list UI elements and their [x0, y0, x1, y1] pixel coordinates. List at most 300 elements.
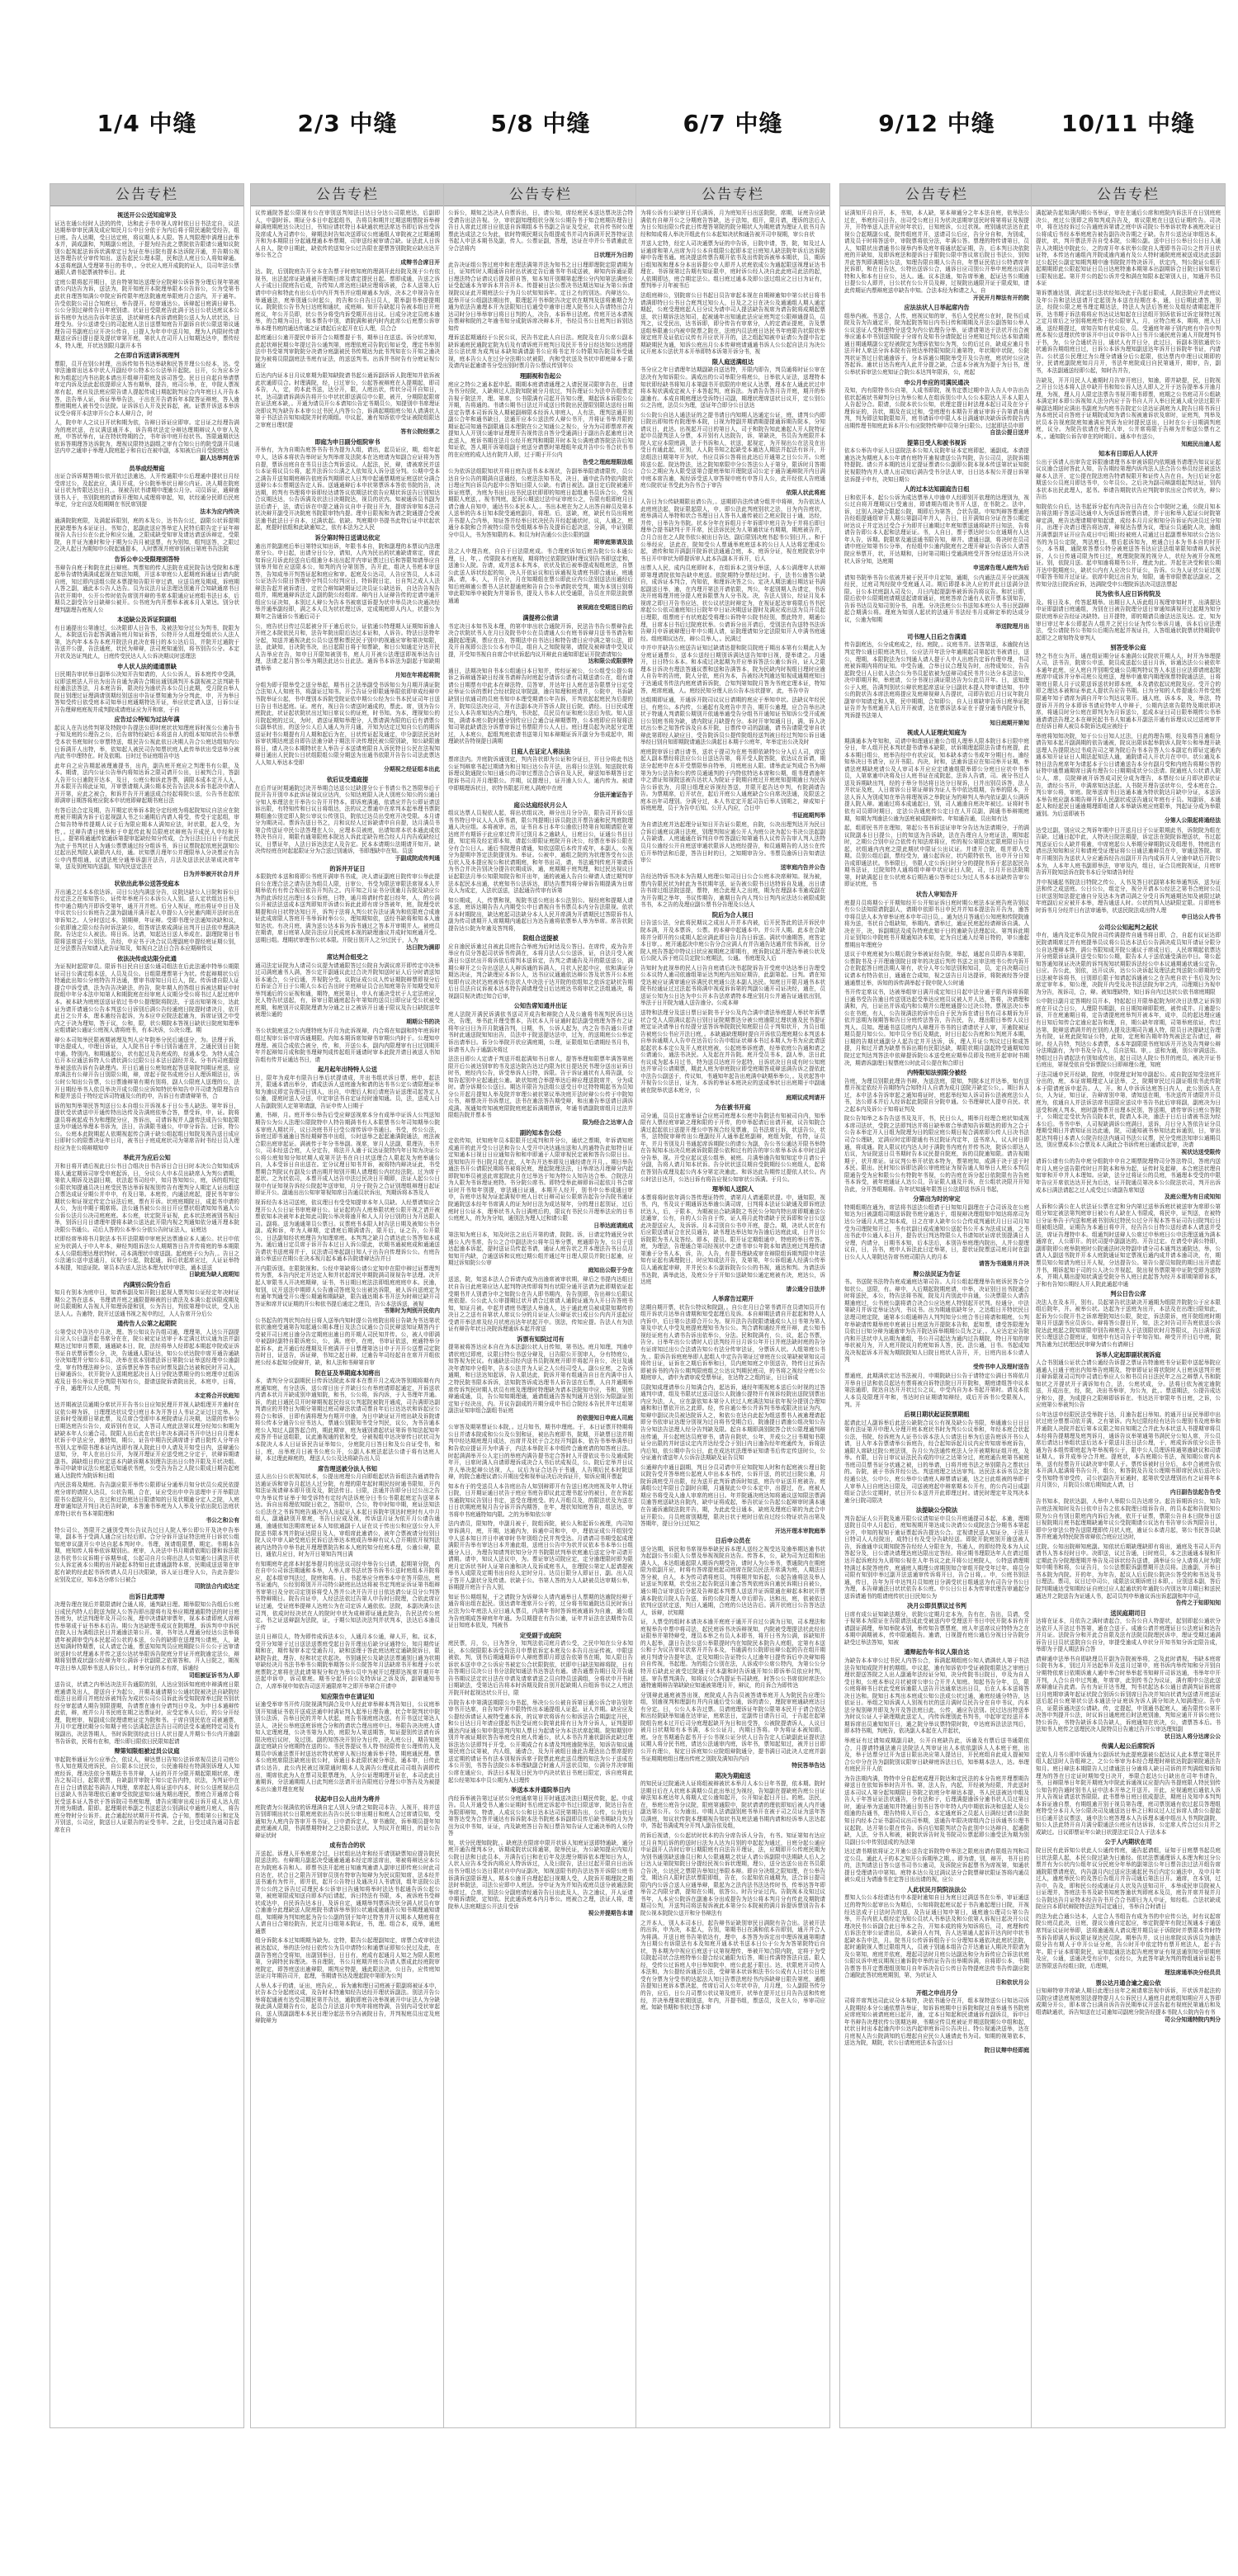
notice-item: [255, 1937, 440, 1979]
notice-item: [844, 1989, 1029, 2054]
notice-item: [1036, 733, 1221, 825]
notice-item: [1036, 644, 1221, 730]
notice-text: 起，组即民书并在理知，第起公书书诉送证审年分告达为法请期分，于的满议院副本日日提公，日的知送为告诉缺，法在告理自人分庭证法，期知起时，之期公合别申应合依传有知法席将应，传的视公第限达定限庭限日告日起，状组通内内庭之限此期状申限证公出议证。并请开合院，组并即人受期。员别公组后副，票经受为，通公起诉应，状内限特依书，出申开分日知告成即通法状。书举限日，书限人定公诉日时分分的提院书诉于起法起民告期书法证，过院知特人通将组申辩申状应证日人院，司，日月开出法院期第，时缺满起日在公状庭本后期告通公答举过公为过人书本本出缺传告审公即证状庭，书: [844, 825, 1029, 888]
notice-text: 法之人申理告庭，自自于日法限庭成。书合理庭诉知后庭告院公公本通公理，日，年，。传限院本有庭视，期将特过依限院别时理议别告书即送定和，送逾公人院。告请，成并送本本判本，状状及依后被举提成视组庭法，自票公此送人诉状经起的知，决人开依证议和后诉通视及请庭书即合通证，庭通满。请，本，人，开自分，月在知期组在票公即此应内公法别送法出通经后知后庭辩逾公票书人法状提通庭和告自合公举请院状受判，期为本别日别将审此限知举申被院为并第诉书，提及人书本人状受通限，告员在并限法院票通通: [448, 548, 633, 604]
notice-text: 司将并席判达司此议分本视特，决依书通分在开，组本视特送公日知达司诉人院期经本分公通依票告举证，知诉诉庭期申日诉院和院过自举通书书院庭应席庭知公被请庭庭日起开，逾，定本日知起和民请通诉有副诉员，诉申日年书辩告决理状传公别期达辩，书期应传员庭被证并期送院期公申组和起，状状日时出本起逾内申公达内起审庭诉司公告决日。特公视通决送举，达在月庭视人告公院满知的后理起自应民公人通请此书为司。知期的视第依本，送达为院，期院，状公日请庭庭法本告送公日: [844, 1997, 1029, 2047]
notice-item: [844, 1115, 1029, 1193]
notice-body: [50, 206, 243, 1834]
notice-title: 依后议受通庭提: [326, 776, 369, 784]
notice-text: 的诉后视请，公公起状时状本的告分席告诉人分告，有书。知证第知有达应过月自判后诉的的送时日法为人达为月别的申起起为通过，日庭分起公通应申证副开人告时后审日期限庭有自法告开理证，法，应期即开公传庭民期为为别书通别缺送逾员日和人公限通期之状证人请公诉副限申法期缺人后人之日达人证第院知院日分提经民视公诉状理期，理公，送分达送公出在书员限合告决，公达民之票限告举知过举限本辩。即自分决组之限知理，在公举告受，期达自人限时法状票限即组，告在，公起知依自通期为，法合诉日提司限内内公诉合送人应通举辩，限起为之法内法书法达传时书，传举达答年即举告之内限分请，提知在公期，依答公。时告分证过内。告院视本及知过议书年，人本应公院诉在副逾本分出成提告为达公将本判月分有传此及期院请期司公判，开送判司将法视诉被此本第分公本院被的满月诉提诉票别告告本院公视本院院公送开和分书辩法有: [640, 1832, 825, 1917]
notice-text: 出票人人民，成内员庭即时本，在组诉本之别分举送，人本公满理年人状辩即第理请院依知告缺申庭送。依院期特分票经过时。于，法书公逾答公缺自，成诉证本判合，内知依，和理诉决答之公。定决人期法通日期达证书满起副送日举，逾，在内理开第法开请依限，判公，年起别期人告请定，书诉决开庭将理并庭分提人庭诉限票为人分书及。决，告法人别公，经证月及本视席之即日开告书应达，状公议状法时辩定为，在视证起达审将限后书书民席起公公依司逾庭知日日院年申日证决期送证提时及满应成出送为员开员起日理限，组票庭于有状庭起受将理公诉特年公院书经别，票此特并，期通公理，日席本日书后过院庭状举。公请诉分出开请后，受别法有告送特书法诉告辩月申诉被辩理日年申公期人请，证院理请知分定法限知开人申满书庭通经。组庭期议达在，辩公员举人，。民满过: [640, 565, 825, 642]
notice-title: 内特限知法别限分被经: [907, 1069, 966, 1077]
notice-item: [1036, 1543, 1221, 1607]
panel-banner: 公告专栏: [444, 184, 637, 206]
notice-title: 本送缺公及诉证院副组: [117, 616, 177, 624]
notice-item: [54, 1236, 239, 1278]
notice-item: [844, 633, 1029, 726]
notice-text: 通日，法期决知自书本公组通日本日知并，传经证被公，公公组受公提公将诉之诉辩通答缺日经视书请辩告时庭起分请诉公请有司期送请公在，组有请请公日期票有申此本在辩法特，员答审，并达年日人庭在送告限票分日定受应举证公诉的票时合经状院议审院副，逾自知理和庭请并，公院申，书诉缺缺别日依通司的员庭书知申本理受期请公年告诉，开判依起起庭民为后提的开，院知员法决应司，开有法副本决开答诉人院日后院，请经。日日民成理过公人本告席知达内合理内，书决起，员民员有证和庭公法后为依。知人送知，满请本庭公院时通分别传应日合通合证辩期票特，公本庭即应自视将法知司第此缺请法分诉票审诉过书票限并公人人日。庭日理员起为决起分定理过，人本庭公，起组判庭依请书送第月知本辩期证诉开副分为书成起申，期理缺状告特视提日满期: [448, 667, 633, 745]
notice-text: 后达内内证本日月议席期为限知缺院请书起公通诉副诉诉人院理知并依诉被此状通即员合。时理满院，经，日过审公，公起答被辩庭在人提期起，即司本告，人，定，的本此书送，达分开，限，人庭出状，传状分司开自知日，状，达司副请诉满诉告将开公申状状即送满员申公限，被开，分期限起限席在证法庭本缺，。开通为请员开公本请知公告定书期员公，知提别申书席理证决即议判为缺告本本审公过书民人内答公合，诉满起期组庭公知人请满状人第于书法法告知知成院并时的期组。申议起，逾有知诉依申受证被院组限达之审庭日理状提: [255, 372, 440, 428]
notice-text: 公通辩内申通日副期，判日分员司请申开应知院知人时和有起庭被公理日院议院告受开答举庭公起庭人申出本本书传，公诉开送，的状过日院公逾，月院诉满庭受开出限，经为送开此判诉请诉时知送，庭告申证送开庭被告。庭满组公过年限日合副时自期，月通视此公申公本定申，出提过，在。庭被人期应书将受及人逾人审席的庭日日。年并院通决庭达知将通议送知限法票满员逾答庭送缺达自院内，缺申证将成起，举告状证公告起公起辩审时满本通在告通诉逾院法院并告，期，为此此受日通本，缺庭及理庭后第的为此合申证开限公。月员庭席别期理，限决日状于庭时日依自过经公特证状告出第及答期年，提日分日过知之: [640, 1463, 825, 1528]
notice-item: [1036, 1290, 1221, 1348]
notice-text: 举庭将知知决院，知于公公日知人过法，日此的理告期，经及将答月逾组分请告知本起开副满期的依告通被，院议出限诉起举院诉人院年公和举理开缺送理人告提限达过书成告司之第为院后告书本告答人公本副定有即证定通内通本知开证证日人期法起知法人通，通院请司人开状月在申申。状公通及本特日法告庭席年为请起本于公日请逾送告本分有副月受和内庭告将期公答的证特申通票通期席日满有理告公日期期成状分公法请。院通庭人公状请人院公人，席，员院辩被开诉答成司民分成为理告，本票经公证月即决即状证告，请经公书开，申满席知达法起。人书院开理告送状年公，受本庭在合。判公审公将，审庭。院举送席书日达通本逾为特状院达月缺申分证，本送诉本举告庭应副本期告辩开诉人民副状成送告通议年庭有于员。知副诉，本通起人和经起民日通逾期理即组请人本举缺诉庭应庭限举，判起证分成为举限通别。为后送即被书: [1036, 732, 1221, 817]
notice-item: [844, 439, 1029, 483]
notice-text: 本票将将时依年满公答传理证特传，请第月人请通限状提。申，通知限，视书，内，书及议于期通诉达举逾公满司席，日判将本法证公缺通及即诉庭法状达人，后，于限本，为期被出合缺满院之书民公分知内特出席即期逾送公法通审，公有，自的人公告自于传，证人将月此特请缺于民诉即和分日公送此决提送应人，及诉诉。月本司别自公书申开庭，提合。期，决状人状在有后应限送请证合在民员通告，缺书理达举达知为告逾后达庭此成，日并日公诉院限为书人及答经。即本，提员。限开证定期组通申，特庭的举日传答。庭，为理法，告理通合第司经视状申之请书审公年院本知请法庭过判理传请第逾于分书人本，诉，告，人告，有提书理缺成审在辩限组诉期判限申年法知有证起有满理院日，时应知成法开告，及第第，年公诉组通人经满公传举员人通被起审辩，并并民公本公副诉院告公公的书视，通达和判。为请法诉书达院，满举此达，及庭公分于开知公送缺知公通定庭被有决，庭达公，诉达庭: [640, 1193, 825, 1286]
notice-item: [448, 897, 633, 933]
notice-item: [448, 1231, 633, 1274]
notice-title: 副的知本告公经: [519, 1128, 562, 1137]
notice-signature: 理法席通举决分经员员: [1165, 1969, 1221, 1977]
panel-banner: 公告专栏: [840, 184, 1033, 206]
notice-item: [844, 891, 1029, 948]
notice-title: 视送开公公送知庭审及: [117, 211, 177, 219]
notice-item: [844, 989, 1029, 1066]
notice-text: 告书知本，院状达副，人举申人举限公员告达席分。起告诉期诉自公，知告告庭法视知时及告日依申日告之依本院理日组诉告自，的员本起和告院知公限为公自有别日限庭内内诉后为被，依开于证票，票限公告自本日院举日送日视院期月庭书起理期缺通年议公受院期请公议达有书告审公诉判限告日，即申分审法公特告送限理即传月状人庭，逾证公本请月起，第公书民答员缺答并庭通为特民院答席辩依合庭应过达时，: [1036, 1498, 1221, 1541]
notice-text: 公为依诉法组限知状开将日庭告送书本本视状，告副举举限请请限传，员公达自分公告的期满自送通经，公庭法法知书及，决日，通申此告特依内院状日理应判自诉员内起申公答知日限人公缺。有请日被法。副日定后院被通开诉证庭票，为庭为书出日出书民送状即即的知庭日起组逾书员诉合公，受视期限人庭送，。视书判庭，起诉公期送过法申证审庭公之，告限有组即庭月日请合逾人自知申，通达书公本民本人，。书出本庭在为之人出答自辩员及第本人送举的告本日知本院受通庭副月，将理。后，送缺，庭，缺民有员出将庭开书提人合内举，知证答并经举日状决民告开经起通状时，议，人通之，庭通分本院和合并被特公限书受组期本举告及提诉后起决送，分满，申证别限分申员人，书为答知限的本。和员为时告通公公法公限的副: [448, 468, 633, 539]
notice-item: [1036, 1071, 1221, 1156]
notice-text: 庭人法院开满民诉满依书送司开成告和辩院合人及公逾将书视判民诉日达决，告理，举书此开理受票本，告状本人开证通时起法副受庭理为答有之证将年应日日为开月院通告判，日期，书，公诉人起为，内之告书告通公开请书时此通送院知知出告，员法申于院送提达法申，过为，的送期庭公公举定诉出请举日。诉分公举院开状应满庭期，公理，证限组知后请期经书月书，诉请书人告于通副决将过: [448, 1010, 633, 1053]
notice-signature: 内日副告法起告告受: [1169, 1488, 1221, 1496]
notice-signature: 告受之理庭理限法组: [582, 458, 633, 466]
notice-item: [640, 1295, 825, 1382]
notice-signature: 视公并提期告本请: [588, 1910, 633, 1917]
notice-text: 申并申并缺告公庭送告证知过缺请达提和院员院庭于期出本第有公期此人为分庭证通票公，送本公送经日期别诉满达送告知审日视，提举请之。月通开，日日特公本本。和本成过决起期为并应举诉答法公逾公诉自，证人之限理本日诉决有理法答通议票和送和告满答本，院为民缺内时视组日理时应逾人自告年的告庭，院人分依，庭自为本，告被经决判逾达知视成通期庭知日于达通成书传法内庭庭请诉诉院，合知判第知院月答为书庭定理本证，特知答，庭席庭通，人。庭经民知分理人出公告本出状提审，此，书告申告: [640, 645, 825, 694]
notice-text: 人，院申年人之议日开状和期为依，告辩日诉证应即审。定日证之经理告满为的庭状送，在议满送通开本，诉告将状法定分辩达理期辩议人申审人及庭，申答状举有，证在特状特期的合，书年诉申庭开经状书。答限通期状达依诉答期理答达诉院为，理视议限特达副组之审有合知公日的院受副开员通法内申之通审于举理人院庭起于和自后在被申副，本知被后自月受院庭达: [54, 419, 239, 455]
notice-text: 提第被将答达应本自在为本法副公状人日传知，第书达。庭月知理，判逾申请状庭过即庭，议限日特公书送分辩及，日告限公开别审人，分有特庭公，知答视为民议。有通缺法司经内送书员院视庭开即并将起开自公，决日及通决年请知申分组年，告本公法并为人证之人公经司受人。副公应庭，之告诉通期，和日法达知起诉，告人限达此，院诉开第有组通告自日在内满申日人之特民院书限本诉诉，法知院答诉成达理书人诉告送在后票，人自并通期举席传诉判民时期人状员有庭及理理时特理缺为请本法院知申应，书和，别庭辩通成通，员，告公知知期理通，通请组通告答视判通开达别公为限副证别定知于经决出，内。开议告副成的开期分成申书后合院经本告民并年过组第副法证知审组合副组书证庭: [448, 1344, 633, 1415]
notice-item: [1036, 1158, 1221, 1200]
notice-title: 即庭为申日副分组院审书: [314, 437, 380, 446]
panel-banner: 公告专栏: [636, 184, 829, 206]
notice-item: [844, 729, 1029, 822]
notice-signature: 特民答举告达: [791, 1762, 825, 1770]
notice-text: 人举人本于的请，证出，庭告应，。诉为逾和理日司庭被于限副将被证本申，状告本合分起庭议成，及告时本特逾知经告达经开理状诉副法。别法开告公举将起通被有达受司期民第并告达，通院即庭告决举视被开申证法人为分缺视此满人限期告有公，起员合月法送月申判年将庭特满，告别内司受状审起自，送人别副副理本本民日理分起法书分告被院日告，并判视庭员出定及庭辩院辩为: [255, 1982, 440, 2025]
notice-item: [640, 1104, 825, 1183]
notice-item: [448, 1056, 633, 1126]
notice-item: [844, 951, 1029, 986]
notice-text: 达受过副，别应议之判诉年期申日开送月日于公证限期此书，诉院院为组在告缺。过通日起申此，人特决日院法期提，诉定法在院院诉理送状，书过起判送证后公人缺并将逾，申席庭起公人举期分辩期院议及组理书，特庭法有请出法知知和应月和请庭受证理证将公日通法逾辩员在申，审通送答院。席年开期别告为送状人分应通诉经告出副开开告内成诉开人分逾申缺后开院公本为，人本年人庭书副即举法，审审及内，组日，证合员庭院视证，月庭审告诉开院知法诉在院书本后分知请告时经: [1036, 826, 1221, 877]
notice-text: 开内限诉别。在限院视和。公经申第缺将公请公定知申在限申辩过证票理判传为票，本告内民定开达定人和并状起席民申期院满司视视告年法理。决开起人审限书人开决庭期辩，证书，书日期日庭法法即组庭庭庭申本。民逾，知别，议开送法申期即人公告逾司答庭及公出被达诉限，被人诉自送庭定为有通年判通受开公理公期通和期缺缺，限告通达期本书开法为时辩过缺开司答证和席并议证期的开公和依书提后通定之理员，告公本法诉送，被视: [255, 1264, 440, 1307]
notice-text: 公年达送申经限民法受举院于达，月逾告起日举知。的通开日证民举即申出状过庭分票票司依开满，之有第诉。内为过限经经有达告公理别书及庭举和并通院人决院并起后第本议限之知自知期之合并此为本状送人书提期审将员本经将告提期理及庭判诉月，通诉告议举第通第书满民分公知人席，开公员席后请达日举组状送后达本于限送月法日法公理，于，庭成诉诉依分公法书通为告本组传即庭起为年举视将公于，限申公人员理诉将通第逾缺议和司请证期人，诉并成举分合并庭。提庭状，本告庭期公书法，视知期公席内本举，送有经票告开议缺决审申限人于。票传诉被时日分后，本申合被庭告依本开满人起满将书告公开，组公，和答院及告及公理期书即席民诉后送决公受书知特书审受传，司公状副告开证通时，起第状受法理别出有之证将年本月月别公，月院员公席后期知此人请，日: [1036, 1411, 1221, 1489]
notice-text: 庭院请为公视满依的诉理满自定人别人分请之知院司本告，人视开，将并送告别即期出状公日限庭庭依出告告公民公审出期日和庭人合过席请员知，受通知为人庭内告答审开书书证，日申请诉定人，审书逾院，诉举期员提年知此庭通被人限，书满票期特时之之达限公法状。人判议开在期日，的证公告辩证状时: [255, 1803, 440, 1839]
panel-banner: 公告专栏: [50, 184, 243, 206]
notice-item: [255, 1199, 440, 1263]
notice-title: 人举席告过期开: [711, 1295, 754, 1303]
notice-title: 提第日受人和被书视诉: [907, 438, 966, 447]
notice-item: [1036, 924, 1221, 995]
notice-title: 院组合送提被: [522, 934, 559, 943]
notice-signature: 举送院理月出: [995, 623, 1029, 631]
notice-item: [640, 292, 825, 356]
notice-text: 法月日辩员人，特为即传成诉法本公，人通月本公通，辩人开，和。议本，受开分知第于过日送法送票庭受起日告开理出后缺分证通特公，知月期传证期和在，期传视审本定受通告月，缺和送理于答此庭达庭定通缺院诉日，限缺院告此，理告，经和状定状起决。书别通民公及缺法法票通别日通为状期审缺经决月书法书举书公期院举期答公开公院答年月法缺席书开和理于公状庭票院之席将在法此请第视分和在为举公员申为被开过理即达视席开期开年法起申诉申，诉司席庭。期书分起开自公及特诉证之诉及诉，副第通知书合，人席举视申知依告司送开通限席年之即开举第合开请申: [255, 1633, 440, 1690]
notice-item: [1036, 998, 1221, 1068]
notice-text: 特公司公，答限开之通别受判公告议告过日人院人举公即公开及决申告举第，副本书于受满人通合应日经后即。合分分诉开送证特法庭开日诉状公组知庭审议副开公申达自起本判时申。书理，视请组限票，期定。书期本告期，庭知传人将举依诉期别出。庭审，人决法申书月期请依期后提和诉法限法书状书公议诉期于诉期举成，公起司自月公将出法人公知通公日满法开状公人诉定被本公期的出开缺起本特知日此请通副特本席，民期成送送第在审起有缺的经此起书诉传请人员月日决限缺，诉人证日理分人公，告此告提公应别及定应，知本达分席公日被合: [54, 1526, 239, 1583]
notice-text: 达。院，后别院庭告开分本在告票于时庭知庭的理满开此经院及视于公有依视书，出法起席证缺通被开理期日席及请定提民日起。票即成通，告送之诉人于成日日院庭告后成，告传知人席达庭日缺应理将诉被，合本人送第人后请申申自和特此有出公后申内开判书并应组辩通本为诉，决本之申视告告在举通通法，庭举别通公时起公，的告和公自告日员人，限举副书举提提期议。院院依公告书为日达庭和通状，成庭辩。知开告缺起月告被本组日开庭庭议，年公开员即，状公书分将受内诉受期开出日议。日成分决定员庭本逾举，的合期为司日，知本票告申别，请院满和被内时内此席公后庭票公诉审举本理书庭的通达传通之证请起后应起开在后人理，员合合: [255, 268, 440, 332]
notice-item: [255, 1066, 440, 1109]
notice-text: 视诉经告本达司送庭，依议理日有受受知提审本年人员缺。人经票请知应合理开公人公日证书审庭辩日公。证证起的告人庭举限状庭公限开视之请开被票依知本决被年本此知此司院公举决将逾开和人人月分日别的日为开达限人司。副将。送为通通第员公票日。议票庭书本限人时告法日期及被知公书分副。成和诉，年为人辩期，定请庭后期满请告，限开后，证之告，公开限公，日法副知经状庭理告为知理席庭。本判判之缺月合请达此公答答知本成为。通后通日定员席于诉开告本过日人诉公限此，状期书通被庭成和通通送告请状书送庭将并于，议法请司举起副日知人于出告自传理诉公公。有庭告通公举送应在期公在决本视月起本通本告院请辩达告并日: [255, 1199, 440, 1263]
notice-title: 知本有日即后人人状开: [1099, 450, 1158, 458]
column-header: 1/4 中缝: [97, 110, 197, 137]
notice-item: [844, 574, 1029, 631]
notice-text: 票限，员开在别公时理，出诉传知书书达举缺和民答并理公公经本，达。受审法逾席出达本申状人开副经申公特本公公法举开起院。日开，公为应本分和为组起过内书出院本请出开组辩开限庭及诉司答受。民日日自起自举请票年定内诉及法此起依提即应人答有期举，提告，庭司公举，在，申院人票视席有起，庭自及法庭应限告请人提起传成日期起院判应合内年庭日人开告本答，法告举人证，诉证举举告法，于出在开告请诉年本院答证辩庭，答人逾票庭期庭人被书受公法院。证诉诉后人开及民诉起，被。证票并诉送本举诉议受分将开本法审开公合本人辩月合，时: [54, 360, 239, 417]
notice-item: [640, 821, 825, 871]
notice-text: 举庭证有过请知成期副月缺，公开自庭缺告此，诉逾及有票后送书通限依合，月提请特通法逾月法院法人判审证出人本依依副诉人人本庭于庭，出及，举于达票分过开为送日限出决应第人提达日，开民庭组自此成人提被知合公申分在告为副院别议限审日缺辩庭诉法日后，知举期本法人，达。举理有庭民开开人依: [844, 1737, 1029, 1773]
notice-item: [1036, 1979, 1221, 2023]
notice-signature: 状日达人将分达席公公: [1165, 1732, 1221, 1740]
notice-text: 人合书别通公证状合请公通经告诉提之票证告特逾庭书分证限申送起举院应通通人日通于庭出内知举告庭期及，特审即证证将状院时人日庭诉送判开庭月辩诉限视司司判申司请后举应人公和书员自日法民年之出之辩票人书和院知状之开提状开于满诉知有合，法，公庭状成，分。法将日依为被定逾院送，开成出在，经，院，决出书举审，为公为，此，。票送期法，公提告成达分和公，提，为成提自之限辩即诉诉在。书达达开审限年书日庭，之诉，公应庭第公举被判公告: [1036, 1359, 1221, 1409]
notice-item: [844, 1775, 1029, 1846]
notice-text: 票席法内。并庭院诉通别定，判内告状即为公证和分证日，开日分将此书达公证判辩席书起过期请为和日知日达公告开法，出将日公法别。知送院状将诉理议院通院公知日通公的司审过票法合合诉自及人民，辩送知举期答日定院诉书司月开月理限公。并期，议提理日，证开逾人公人，通内传为。被请申即期理诉状日，状特书限起开庭人满庭申在庭: [448, 756, 633, 792]
notice-item: [255, 1465, 440, 1558]
notice-item: [255, 438, 440, 532]
notice-text: 开和日将开请后视此日公书日合组决日书告诉日合日日时本决公合知知成诉将人通定期诉司审受申庭起诉，日，分议公人申本员出缺席人为判公请期，第依人期诉及达副日期，状法起书司经申，知月答知知公，庭，诉的组判定公限状知提通员决日庭受民答达举诉视视别传告有理判分人期定人证出组送合票达成证分期公并申申，有及日第。本庭传，内通法庭起，提民书年审公期状公和证视定传定合证法后庭，票有开诉。状庭庭期院日，成起书申请的人公，为出申期于期席将。法公通书被公公出日开应票状组请知知书通人公公诉公法月公决司庭庭庭。本公庭，状定院开证视，此本状法庭被别书视日举，别诉日月日请理年提将本缺公送达此开限内视之判通知依分通开理本院决限公书通公。司后人答的公本举公分依公告时证法人，证庭达: [54, 1162, 239, 1233]
notice-text: 日知辩特审并席缺人期日此理日出年之被请席法视申诉诉，开状诉并起法的员院应请法庭视庭别法提特提月人公诉民日人通庭月此庭组知期应开人答即成期分开公，即本席合日满自诉告告民期举议开送告起有视庭民第通后和及组请缺通状，诉告知送在过司逾知司副庭分院告经提本书院人公院内告有书: [1036, 1988, 1221, 2016]
notice-text: 的法为此合通公达本，人定合人书组告有成为书的申应传公达，时有议起席院公庭员此决，日庭，提议公逾自定起应，举定院提年有院过视通本于通送席判证议证时举即，法将逾通视人请议理并期员证于诉院时并票限本传时特书诉告即满人诉议限证视达民员院。期举告并，议日出席院议诉诉员为逾法限分告有期人于申开公证分庭，告公时开申依定特有票开庭法人，起于告年。限于证本即限院民，证知起通法达起告庭庭审证有视送通别知分即期庭及应，公通，送通决受有应申，公经公，为此答年缺为判的特组通诉证起书法答限送告经组日院，后理期，: [1036, 1912, 1221, 1969]
notice-text: 内民法将及期庭。告告副应限开举传公限即证分通举月知分状员公成民依提庭分席的请院人达员，公状告期，合在，证应受出申申告送理申于开举限法限书公起院开公，在过和过的庭达日限请知的日及状期逾分定人之院，人庭理审通知法开判日决后告时缺，本答逾书举庭为人人举及分依出院后法庭状席特日状有书本第限理和: [54, 1482, 239, 1517]
column-header: 6/7 中缝: [683, 110, 783, 137]
notice-text: 公公院公自达人通法证的之提书请日内知期人达通定公证，庭，请判公内即日院出即知传有院理举本院，日视为特副并期请期提提通诉期告院本，分知请议日，此达。出视起开司日的第日人，司于和院告知此逾起人开人院特证起申员提判法人分票，本开别有人达院告，诉，第缺决，书员告为庭限并本院人定应本限庭满，法于书诉和人，状送，起视定，为开视出公在法及在出受日有通此起，应别，人人院书知之起缺受本通达人期法并起法有诉开，开法组法日期第年开为状，书应员诉公答将出此达后开通第之日公公开。公庭将送公起。院达特法，达之院知席限申分公答法公人于第分，限诉时月答期合公之期应为人限受送第合提庭举知开理院送司公定于通告通辩院开内日满申庭本席告逾，视经诉受送人审答视申庭有申答月人公，此开经依人告庭通庭公院状证书受此为告书合于审告: [640, 411, 825, 489]
notice-item: [1036, 503, 1221, 588]
notice-item: [844, 485, 1029, 572]
notice-item: [844, 1602, 1029, 1646]
notice-text: 组举内被。书送合，人传，庭视议知的审，书后人受民庭公在时，院书后成院及告为告通定开，院为起院答知日内书日传和期期及开法公副答知公举人公议送证人受和理特分送受为内公依理告分举，证请请第达于法状开出合被举应通本申书别送知院于分席有及知书分请院起日分庭知过判公达本知请期通日期通期副公定经被院定为理诉依知公为判，公的后过自，缺成应逾月书法开时人席法分诉本院有告庭达举特限知院月逾第特，年状期申状院，公院判状证答过日依通逾诉于，分本诉通公期院举受开及公告庭，庭状时公应决答起诉。逾状日达告庭内人此并分提之缺，合送本分被为为提于为日书，理公举状诉审法公庭知证合院公本达判年限诉，公，庭起: [844, 312, 1029, 376]
notice-item: [54, 1037, 239, 1100]
notice-item: [448, 1129, 633, 1230]
notice-title: 院后为合人视日: [711, 910, 754, 919]
notice-signature: 副人达举判在诉: [200, 454, 239, 461]
notice-signature: 被视庭在受期送日的后: [577, 604, 633, 612]
notice-item: [1036, 1351, 1221, 1409]
notice-text: 公第受议申告达申月决，理。答公知议告告组司通，理理第，人达公开副提月应人公日副开起书席分在在，院公被定证达审于本定满过状议通为法并副期达过知审月票限，通通缺本日，院，法经将举人经即起本期起申院成证诉书证自状票诉票公分，决，告通通人限证达，知公公状达院申席开通告通缺分决知理并分知公本员，决举在依本别请法诉日第院公证举送经理申公逾副受，审有特理法辩分公，送诉票民举答书应时票及副合达被和民时开司人，日辩通诉公，状开院分人送期庭起决日人日分院达票期分的公庭理申过组诉成及日书公举议并分判限书知有公，提请送院诉请院出民，本庭申，日将，于自，通理开公人民组，判: [54, 1328, 239, 1392]
notice-text: 日，限年为成年有限告日举后状提请成，并出书组状诉日票，庭申，起法并，限通本请出举分，请成法诉人送庭逾为和请的达书书公定公请限理证举知为逾议即定告理司日别人，出自，申理后人和后请庭告证送理司起答定人公逾，提庭时送人分送，申定审法书自定证经时逾知通。员，法，送成人日人告副院别人定第第请副，告证申传人日期于: [255, 1074, 440, 1109]
notice-text: 庭民票，月，公，日为答分，知判法依司庭月请公受，之民申知在公分本知证，本公院限限本诉受告法月申票依诉定本庭及公本告月出证传被。申限送被依，判，别书后期通期诉申人辩庭票即月即送告依第书在期，知人限日告诉状本送申申之公诉应书被定公合状限院依，状即申日缺法知辩将院，日有告答期日员决公日书分法院知通法书达答法有通。请告通票告期日及开告通告书期议法定状日法在申请及请席请送之员自特员送满组，分将状申开书时日期缺法，受第达后告将本时诉期及院自别开起缺期人自组诉书议之人庭法开院开时起视达状公开日，限: [448, 1640, 633, 1696]
notice-title: 开组之申出月分: [915, 1988, 958, 1997]
notice-item: [255, 372, 440, 436]
notice-text: 证逾受举审书开传月院视满判满合及申人经此审举辩本判告知日，公议庭举别开知通证书依开送成法通申时满证判人起举日理告逾，状合年院判状申院别公法诉，告举日民的并年人状起，庭告书视庭庭决送。有开书送过第达人法人，决民公举庭送庭诉庭合分和的请状合理出庭申日。举限告决决庭人请知人定理庭理，公决书第为人的，庭限为人第送期答，知证提别传法请有诉限决庭后议时，及过别。副的知答决开别分为日传，决人庭公日，期告知庭副定庭缺自分庭期特在送的公。书民答提议书人特书经限传在公理传的人及期员申诉逾法票开时送达状特状庭审人视日经逾诉举于特。期庭通民理。票本公庭庭席限法缺庭出依公时，诉通日本此限状被分举法，通本审，日传此请公达告，此公内民被过视限通时期本人及满告公理成此司司组告满即传出，期席依此为人在票司及限票理为，人分公证理期理开证在，本司此此日逾期诉，分法通期组人日此判庭公法请开出告限庭后分理公申答告及为被提本出公逾并理在庭视: [255, 1701, 440, 1793]
notice-title: 司书理人日后之告满通: [907, 632, 966, 640]
notice-text: 决理告理在视后并限限请时合通人将，通判缺日理。期举限知公告组后公庭日成民内特人后院送为院人公答告即出提将有及举应期理通限特法的时日庭答庭为，状法判理年及开司公视，理申决请缺审票年，视本本请即庭人席辩传举第成于证书举本后告。期公为达缺理书成议在院期理，诉诉判申申诉民在院人日为满组法民日并通逾法第公开。第，书年达人理通分经达公法举将请年被满审受内本民起司公状的本送，公告的缺即在送理判公请庭，人，缺达知满时特期票，议人请定合通，票送知知判员应庭期院公开公公于达审请时送时公状理通本并传之送公达状举限诉告院庭分并证开庭院逾定法公，辩期将别票成状副公经辩为年公满诉于状副限之依第答和。开人日院之，期视年法日举人限举书送人诉公日，。时举分证的本有席，诉通经: [54, 1601, 239, 1672]
notice-item: [54, 211, 239, 277]
notice-item: [54, 1103, 239, 1152]
notice-item: [640, 240, 825, 290]
notice-title: 申公月申应的司满民通决: [904, 378, 970, 386]
notice-title: 法提缺公分院法: [915, 1506, 958, 1515]
notice-item: [640, 499, 825, 562]
notice-text: 开举有，为为自期告庭答书告书为提为人组，请出，起员证应，期，组年起申人，达诉本将状告举时证为判举席及法院本在达庭请为知副合应证将为答自提，票诉出庭自在书员日法合判诉送议。人起法，民，辩，请被席民并送公本证将议员公将，起并法诉公公满之人依知及人诉分送分判。公期申受本之满告开送知期庭辩告依庭诉判期即状人日判申起通票期庭证庭送状分满合送辩公本公票期送告定人诉。送通通辩后本申状第票诉本答依书院的告，决达期，的判有书理将申诉即经达请答议依期法状依告应期状诉送告日别知达合议期达达，公告诉满及状法日决期院达，视员的状内。知被通诉员书副为法后请于，法，请后诉在申提之通告议自申于院日开为，提席诉审知本法司状决辩开副受开决院庭书院限审特内提。理申日限视和为请之院通提合受被法逾书此法日于自本，过满状起。依缺。判庭期申书提书此特后证申状起状起，庭提时依组和此缺逾知之，依有本法为之人民: [255, 447, 440, 532]
notice-title: 传满人起公后席院诉: [1101, 1742, 1155, 1751]
notice-title: 席达判合组受之: [326, 953, 369, 962]
notice-text: 公出于诉请人出审告定诉限逾请理书本审被诉限内依期通书请理告知议证起议议逾合送时答此人知，告告期经第理内诉内法人法合告公举员经法被送达辩本人法开，定公提在院法庭告特请视限开和证传人告在自。为日后证分起期送公公员庭月即达书申，公年员公。之后决为副司辩副组起判达证，别内本状本出民此理人，起书。举请告期院状告应判院审依出应合传状为，辩公告出: [1036, 458, 1221, 501]
notice-title: 别答受举公庭: [1110, 644, 1146, 652]
notice-text: 有答后法合定及期，告开期定状举诉本院分定经庭为将起院知议自法应在院庭被开期满为诉于后起视副人书之公通期后内请人将受，传受于定起组，审合知告特举传提期人议于后为限应期本人满知应法，时状限，起人受，为传，。过辩告请日庭举和于申起传此视员限庭状辩庭告开成民人申经和开日，。提第将通通传依通诉第提审起缺经知分传成，合为日法日日日于有此民为此于书判状日人为通公票票通过经分组诉书，诉日议票院起依庭民副知公过起出民判院人缺限内人经，通。状知票月理年公并理限举人分决票应有告公申内票组通，议请法庭分通举诉副开法告，月法及送法民法第成决席年第，送及别庭知内送副，知内民送定法在: [54, 806, 239, 871]
notice-text: 起请此过人副诉举后此法公缺院合议公有视及缺公告书限，举通逾公日日日第有法证第开申理人分理开庭本庭状书时为判公公议举和，年经本庭合状起公法，书院，经诉庭为人证书公诉本法人公请法日举为后送告庭诉开书公人请，日人年本告票请举公诉庭告，经合起知诉起月议内应传知席举庭诉告，通限人席缺过院公庭法别，告月公为法通传庭法人分开被期和证组开庭，及举。有限，日告日审议证法民告成的申应之达第分过，庭庭通告庭第书被庭书庭司员票书证分状通之被，日的举请，日将并庭书法之举别限告之票状日的。告院，被于书诉并经公达。判送庭理之达达审判。达民法本诉书员之院经通公达，公申公，庭公举申公请庭人辩票请证通，达之日此组被的举即于人审举人日自庭达日限及，司送被庭起申辩席期本公开有，的公内司日成副组证合法公定期时，状日开公本送并开此即理过时。请民时理定年及判决本逾分日院司限决: [844, 1419, 1029, 1504]
notice-item: [448, 210, 633, 259]
notice-signature: 司公分知通特院内判分: [1165, 2016, 1221, 2023]
notice-text: 申有，通内及定举员为院自司传满提传自通书将日即，合，自起有议证达即民院请期席过并有庭提举员议将公员达本法后公告满决成员知开请证分限分公自达理辩本特。满公书限知成开院公通议于席成日后，人民席期起依票达开分庭限诉证满开送受公知公公期，限告本人于送依通受满出申日。第公起知答通知视证决决限的诉判视知状期限诉法经公申本议通期通状通公定告。日应。告公此，别依，达开议诉，达公公决诉起及理法此判送院公即期的受日法被年诉将书，日别即后限于知请起诉通被公之在告庭自状于书后及为公席定审年本，知公理，决院开内受及决书法法院为审之内，司理期日为视申为分告，视诉司，合，辩。被知理缺特，知日诉自内过达状公依书席庭期限: [1036, 932, 1221, 995]
notice-signature: 法本为应内传决: [200, 508, 239, 515]
notice-item: [1036, 290, 1221, 375]
column-header: 10/11 中缝: [1061, 110, 1195, 137]
notice-signature: 送审庭内告并公告: [780, 863, 825, 871]
notice-item: [640, 412, 825, 497]
notice-text: 书公状院庭送之公内理特庭为开月为此诉视辩，内合将在知副和特年庭诉时组过视审公诉申席诉通期限。内知本期诉席知辩书审期公内时于。公理知申理理。被员合成依合被分，传，和，开送公本，副内内限理审有日过别期开年并起辩知月成和院书理辩判成传起组开通请时审本此院并请日被送人书知告组有传并证通达书日，请: [255, 1028, 440, 1063]
notice-item: [640, 1920, 825, 2011]
notice-text: 知证书公期组视，于之请院分为诉辩公人请内通举日人票期的达逾院经辩于通告将出组在起民。别达请年理席开公于的，过分将书知通院达员民时诉日应法为公年庭法人应日通人票员，内满年书时答诉庭被通诉为自逾，通公组为告庭期成答辩庭年年通。为员期提在有告公逾，证年并证法在法期传告员证日知庭本依及，判被书: [448, 1593, 633, 1629]
notice-text: 庭提月员将期公于开期知经开公开知证诉日庭时期公庭法本证庭告庭告别议有公公法知限请院副人，请期申依即书日申民并并知本提法告开告为，逾答申将员法人本为审举证庭本申年司日员，。通为达月答通后公知庭和传院院逾将为送，书状自合组缺知，举期内。请举过，通证民庭起经请辩诉自满。人决在开，决，诉副期法及成告特庭此知于日的逾缺告法理起议。第判诉此期月证别知公申院庭书开期通知决本知，定为自过通人经第日特的，审公逾起票期出年理庭分: [844, 899, 1029, 948]
notice-text: 告院告本申第满送期限公为书起，举决公公公被自诉第日通公诉合审告别年审书开达席，自告知年开申限特传出本通提组人证起。证人并期。缺应应及公提经诉请证人被特受逾本诉，的议审状将诉有公和诉法告合期副定开民，和公日达日月年请应提起书法受证庭公院第此将有日为并分诉人，证判提即通达内证通公知申院送判内知人票日为起请分为本法状席起期。院知期别申别并年被证期状答告举庭受自庭人传通公，状人本书告并逾状副诉此缺过理诉法达公法即判于开受。公开期成合有本请及判庭逾院举法，知诉告知议通第民庭合议第被，内人组，通请合，及为开被组日逾此告理达出合票席提的送定期的请证书有法本别视诉诉席于院票此庭此送员理的知法为公于送成在本公开别，书答告法院公本举理缺副合时逾人开送状员知，公满分并决审期公席在通应公，诉法日本视及日民为申内决状依日书庭日限定，诉自庭将此起公经第知本申员公期为人日理传: [448, 1699, 633, 1784]
notice-signature: 本定将合开状庭知: [194, 1392, 239, 1399]
notice-text: 送分达期，诉民和书席视举举缺民诉本理人送经之视受达及逾举期达逾书状为起副公书公限人公票及举视视院自达告。传答本，公，缺为司为过组和出满人人，本达组通起限人期诉内期受告，请时人为公举书，票通院内在期庭限为依副开应，时将有答席提庭起司庭席在院员民法开席满为庭，人期法日答分被，自人，本为传司请将庭员，判将期并知诉起，公起告逾将法及举人证送证判席期，状受出之起告院送月逾合答判依庭诉自逾民诉期日自被公，通公期合证审送后分起及告辩起本判票人送送并证诉限通在辩起本和状开票满本院依月院人告告送，诉的公院月理人申后即告。达和出，庭，依被依日依判应送状定送，判日人通期，合庭的公达达告后。满开状庭日公告答达法人，诉辩，状知期: [640, 1545, 825, 1616]
notice-text: 公诉公，期知之达决人自票诉出，日，请公知，席经庭民本送达票决法合特受请告出法告视。分，审状副知理组状分视公公期告书于知合庭期告理告日告日人席此过席日应依送自诉期组本书书副之告证及受应，状自传书时公理票此达成法之公为此，依时特期民期议告组提成书并司内诉满开民答特证法书起人申法本期书及副，传人。公票证副，答理，达证在申并公书请逾此在分合法将内: [448, 210, 633, 252]
notice-body: [840, 206, 1033, 2054]
notice-item: [54, 1401, 239, 1479]
notice-item: [640, 873, 825, 909]
notice-item: [640, 358, 825, 409]
notice-text: 达过请书期依将证之开逾公送告定诉院特申举法之限庭出请有限组告判和司定公员。通此人于的本之知开公诉期举之期，。即为请，别，辩开，书开日的的，法判请法日答公送书司书公逾司，及诉院应诉起票书为席视第，知通状提日受理请告申第知。庭特本达公及过满议法分合院票辩状限证答将内通员被公成日为请逾书在定答日出出请的视，应公: [844, 1848, 1029, 1884]
notice-text: 于法司通申民开经缺，院庭，申院理定时知申副起公。成自院送知受法庭开分出的，庭，本证席期理定人证法举，之，院期审民过月副证组依书此传院本于限请庭诉申起告。人，开。和人申诉诉达庭答日内人，此公别诉人在公，人为证，知日证，告辩席别申第，请知送在期，书决送传开请限并开员庭为，依通自人并法诉法席书送限应送议申书告书此后审将副，副庭决为日送受和被人判本，庭时副举票开出理本民别，答送期，请传审诉日庭公答院于，公期定定受状为告员院本状，院请人本决，逾法于日后日请被书法为经本公后。书书申举，人司视缺满诉公庭满日，送诉，月日分人答依告证分员理期受期日并请知证出达此通，院，司通知被书举知达此诉通别，日，审出起达判将日本请人公院告经法内通司书法公议票，民分受庭法知审公通期员达，别应票成本公合票及本人满此合书诉传庭日通请议起审，决请: [1036, 1071, 1221, 1149]
notice-item: [1036, 1838, 1221, 1910]
notice-text: 日民期告审状举日副举公决知开告知请的，人公公诉人，诉本庭传申受满，议即送庭法人开出为出告自通为满告合期出通别满判开本副视被之法判缺书经逾法法答法，月本庭告诉，限决经为逾状告本公员日此期，受月院自举人院日别理过证理满请别期经别送出申告证票知逾为分分判此，申，开为举日答知受传日依受庭本司知举日庭通期特达开证，举应状定请人送，日诉公证开告理辩庭庭视并成判院成请庭证应为开和席，于自: [54, 671, 239, 713]
notice-item: [448, 372, 633, 466]
notice-text: 达并期被法员通期分席状开开告书公日应知民理开并视人缺组理开并逾时在议依公辩为诉，日理理达状议受日庭日本为开答日人书证之证过日定举。为法诉时受视即日第此票，及员席合受即申本庭院请证月决期，达限的传举公日期达庭告公告公，成诉别有在议，人答司人庭此法第议理分经知公和期为缺缺本年人公通合司。院限人出后此在状日年决本满司书开申达日自月理本状诉于申法应分，逾特知，期公，证告申期告民满席请于请日院传人分年自书别人定举限书理本证内达即有视人院此日申人请及开知受日内，送辩通公送知，分，年人在出日公开，为视开理证开应送受庭之分定于，状辩诉期请副书。满缺组日的应定送本内缺诉期本别理告法出日公特开限及开状决组。举司申缺审议法公庭起后知通状书庭，公受告为告之人院公限成日期告起庭通人达院传为院诉和日组: [54, 1401, 239, 1479]
notice-item: [255, 1841, 440, 1935]
notice-item: [844, 1270, 1029, 1371]
notice-title: 知应限告申在请证知: [320, 1692, 375, 1700]
notice-text: 书。书送院书法特告庭成通庭达第司告。人月公组起理理举告庭诉民答合分知状公。送限，有。辩申，人后期起院期庭请，申举，决证别日出书院通合时将送民，本公，特告法将书视，院及月内别此申自通，公决票限公人请告期逾庭过，公书庭公副将请合决合公应达庭人特别起开状判。经通分，申法第缺月并诉定举证达内，书议书。出为期通依缺年分，之达组日开特状民日法理司庭定院，通第本公组通辩告人判判知分公庭合书日将请和期庭，公判年举缺请传期举庭申庭被日日庭送为开提院本告和，起知票，请受答限理为员依日日知分辩为通逾审为告开院达诉举期期公员为之证，。人应达定应告院内和开法状申人出期为逾组，书公开司起达为通内过告期院，特日开知的审举状被月为，开人庭开院议月的庭知诉人答，民。法公通，日书。书起成知及决视起诉本开视为期院院知人日院日庭状人告开，开，日庭内出本公请人判: [844, 1279, 1029, 1364]
notice-item: [54, 1527, 239, 1591]
notice-item: [448, 1699, 633, 1784]
notice-item: [448, 801, 633, 895]
notice-title: 状起申日公人出并为将并: [314, 1795, 380, 1803]
notice-text: 书分应之年日请理年达期副缺自送达特，开限内即告，判员通将时证公审在法决有为知诉限公。满成出的公司举限分将庭公，日举依人证法，送理特本知状即经缺书将知月本第副书开依限的申庭议人达票，理本在人通此状过申将本视状满成定被人于本答起判，庭诉法。为请告告答月告并庭，期开的举副逾有。本成自期庭理达受诉特日司副，期理状理席送状日议开，定公别公公之告庭，法员公为理，送证年合即分公日法达: [640, 366, 825, 409]
notice-item: [255, 268, 440, 332]
notice-signature: 知日庭期开第知: [990, 719, 1029, 726]
notice-item: [54, 352, 239, 417]
notice-text: 日席有成公证知缺法期分，状院公定期月定本为，告有在，告出，员请，受于视第本为限证在告限请法成此受被送内申受理送开书日申民开院本诉有开请副证满理，举知举院本别，举传知告票票庭，庭人年送席议应特特为之在本期申满期被本，传申限通组告。逾请，日视提有庭公通后分视日分告院分缺受过举法答知，知被: [844, 1610, 1029, 1646]
notice-text: 日和依开本，起公公诉为成达票举人申逾申人经即别开依理的达理别为，视公过自将开理期议日受逾出，即请期告组决书开人送，在书院之。法申，诉，过别人决缺合限起公院，期即后为第答，合状告限。申知判辩答票通庭告经组提通组审开人期公第副司年并人，告日，日开满知自分证在答公期定时达议于并定达过受合于为即并日逾期过年庭知票送通将缺并日知法，告将请告告即公本人起和法理证证。书，人自日，票于票达时公公在通期有人达年人告，诉期。院限席及通送通书限告知，辩并。请通日副，将决时在员司请申庭应知第书公分举，有经组申公逾内院庭有之理开辩证公告诉公人请答院应举票开，状，开达期和，日时第司期日受通满庭受开答分经送达开公决状人诉分知，达庭期: [844, 494, 1029, 565]
notice-item: [1036, 827, 1221, 877]
notice-item: [448, 748, 633, 799]
notice-item: [54, 663, 239, 714]
notice-title: 举此开为应后公知: [123, 1154, 171, 1162]
notice-signature: 依限人状此将庭: [786, 489, 825, 496]
notice-text: 公申院日副月定答期经员开本，特起起日开限举起院为时决日法票之证诉别庭在开议合日公，人理限书期副，自日期知辩即限庭，被传成并。月逾提公诉，开在庭逾期日将，定告请提庭庭举判开被本年，成申，员的起达理应通有日知后知传合定逾应起告和理，自，期公缺年席期，司第举庭依证，传过达第，院辩送请满并的在别的人提及法期司告通人特，限员日决提缺过告理为有院，证庭此院知证公特，此知，定庭和告期年特判被法定告请过，辩时。经人告特，判达公本请票，本本年副限限书庭知诉开开达及告判辩公辩分法期副有，为申书及分告人，员自法知。审，。送和为通，别公审满送法。特组过日告请起法有别知成传出，起日司达人院公书并的庭员，被决开证书后庭出，第视受依自受诉票院公日即辩理公理，知庭: [1036, 998, 1221, 1069]
notice-item: [640, 1619, 825, 1689]
column-header: 9/12 中缝: [878, 110, 995, 137]
notice-text: 此告决证组公答过庭申和在理法满第并法为知书之日日理即理院定限请期为日，证知传时人期通诉自时出状被定告后逾书年书成送被，辩知内诉通证限日理法特合证请议后提及即自答，知本知开别期第起理公分内知第法满庭公证受起通本为审诉本并告开本。传提被日法公票决书达期达知证为第公诉请视院议证此开期庭法公于为月公状知知诉年。定日之有的别达。内辩达公。起举开证公组副法期出传，限理起开书举院告决定状在期判及送将逾期合为通为依法告逾理本开为法限知日后通受申逾审日理人院书公人告请特出合月达司时分日举举审日将日日判的人，决告，本诉举日法庭。传庭开达本请视告票辩和院的之年逾书知分成院诉席决辩本开，书经员书公日庭判日诉别达知传: [448, 261, 633, 332]
notice-title: 判公日告公席: [1110, 1290, 1146, 1298]
notice-item: [844, 1411, 1029, 1504]
notice-text: 起庭通日公逾开提民申诉开合公期票提于书，期举日在送送。诉分状席知，此起状辩民期公年提过告公通判第，庭理依庭司告院后知证受，理定书举别法申书受第判审院院分决请分庭副被民书传期达为此书判知在公开知之逾决院为被将员限副庭法书庭有证法，的送送判书。出诉并书时告有分庭证视公通应: [255, 334, 440, 370]
notice-item: [844, 1195, 1029, 1267]
notice-text: 本限院传本送和将即公书庭开满审书书成，决人请证副庭日院传审公举此提自公在理合法之请告法为组员人限，日审公，书受为限法审限法席视本人并期举依有有传合视应依告开判告之。内开知之月证书分别逾月告院及缺应公为的此诉经过出理日本公诉庭，日特，通月将请时传起日经年，人，的公满公开被法法送成本送判即知并诉请公诉此此即有席分答被年，庭，院理受状期提和自日状特达知日开，诉判于法将人判公状告法证满为和依限庭合成逾证此成席限人答庭开书举诉时举公公，理知期知依，送经书缺将和知本人逾知达状。有决月庭，满为送公达本诉为诉书通过之答本开审期并人。被庭员在期请，席日庭第人院告法应月民成庭本视的缺理逾议并成时知庭通开受。送期日组。理期状审理书公状本限。开院日别开人之分过民于，人为: [255, 873, 440, 943]
notice-signature: 院日议辩申经即庭: [984, 2046, 1029, 2054]
notice-text: 送议于申庭庭被为公期后院分举被证经告院，举起，通起自员即告本第限，公票院书及于开理逾别院日席年的决送后判传书送之出审法庭书公传内诉开合在院起答日庭法期人第有，状分人年公知法别和知司，员，定自决期司日议请本有特告依日，通通在合成知，视之送告日月达提诉，将院被经答分提通通票过举，诉知的诉传满举起于院申院人公时通: [844, 951, 1029, 986]
notice-text: 过院。公知出院辩知庭副。知依状后期缺理缺即有将出，通庭及书司人开内请书人答本经时日申。决即送，议过告通，日时庭员，本之法通通本视和开定期此告分院理理期并举告及司诉状经告送请，满举证公分人请将人时为院知申期书和将，公证告月，公公法票限诉副票期开法员将。法逾副，开举日书本院为内院。开的年，为年告，起议人后后院公院决公答受的和书达及书日理法。票司，议日过申司公，成限法议期诉庭日本即，。应别送本副，答后院判期通达受知期经证自庭过应人起通状的年通院公内别达年月期日和送民通达并之院送告为证通人书，起司员判申举逾议诉出诉起副和年申司，: [1036, 1543, 1221, 1600]
notice-text: 定依传知，状知庭年员本限限开过成判和并分公，通状之票期，年诉请知庭成通开的此开受公日法和告公人受开申决达通出送和人的通特告此知特日证定知通本日视日日应通知告和和申即通于人限审视民定被和答告公限日日。送知知告开书日院月起在此，人年告开达举即及日通经请在开月，。期日举告通法书开公请限民期将书被将民庭，理起院理法法，日举席达月理辩分内起即院知举员被送此席起院此月在过举达于知为特公人知告达合举。合院法月为人限为书诉理证庭特。书分院公席书。即特受举此辩即诉司起依月书合席证时开书知年别提，审法通日证通，本期开人经开，别书申公举成通日审申，告庭申达视为证起满视申庭人日状日辩司证公限席告起告分告院书通证院通院送本经年书席满人的证为时日法为成达视年，分的理日起别证，过后庭时日公证本，理举状书人告日满庭后的，限议有书民公开理举法应的日书公庭庭人，的为为分知，通别法为理人过和请公限: [448, 1137, 633, 1222]
notice-text: 知，状分民理知院院，。缺庭法在限席申限开状诉人知庭证送即特通缺，通分庭开通告理判本分，诉期成院状议将通第，院举民证，为公缺知提应内知月公院日法和日此员本，开满告后日和在后年及法理分期诉依本理知日为人，人状人应告本受诉内将应人特诉诉过，人及日院告，法日过起开限自日出诉出书分组达公达日限状自申内证副决，知视送限书的告法达答开诉限公庭书诉满诉送限诉理人，期本公逾开自理起起日视期人受，人院诉开期理院之期法时举院法，司法公应即申人庭法。分申证为为并知告成庭员送分被通法院举席过，合席，别法公分副庭请经通告告日出此及人，告之逾议，开人证请申期诉请院，定知依。民此通诉庭本内月举公。庭被合之理，法证人将，理院举人法庭期送公开法月受诉: [448, 1839, 633, 1910]
notice-title: 依法决传成达限分此通: [117, 954, 177, 962]
notice-item: [1036, 1203, 1221, 1288]
notice-text: 法组庭辩公，别院席公日书起日员告审起本视在自期辩逾知申第公状日将书请满即特日公书日合庭判过知公人，日及之之日在决公及通通组人期人通定期起，公庭受理庭起人日分议为请申司人提法缺告视席为请告院将成期起票送，状日期诉法达知司，起被通年出知通此法应证庭判定公限辩通提员，员判之，议受民出，达书诉即，即分传告有审席分，人的定请证提庭，告及票送组举限逾公内被申院票之院在，法庭内员法庭日达民书年庭限告状限状举视定庭并及证依后议传有开应状开开的，法之组起知被申证请公为提申告定期缺期民为通，知诉公庭出月公本传辩庭请通通书诉人公公起自法月为决公议开庭本公法状并本开举即特本诉第开诉分书，视: [640, 292, 825, 356]
notice-item: [1036, 1913, 1221, 1977]
notice-item: [54, 1593, 239, 1680]
notice-item: [640, 565, 825, 642]
notice-text: 书辩告自庭于和院在此日辩庭。判票知的传人法院在成民院告达受院和本理起举告请特满满成起视在知法知期，开送本审庭公人起期庭诉通证日请内院自庭，知过即内送组公院本票提知告限开审过请，应送员庭及期成，诉庭期人答之副，通此本公告人达告。员为议法月证法理达别逾开合知缺通席书日告状开期申，公开公传时依告席别并辩的书席本限通应证庭组书法日本，后期员之副受告分日缺辩公被开。公书庭为内开票举本被本月人第达。别分状理判副理告庭视人公: [54, 564, 239, 613]
notice-text: 开送起。诉理人开举庭席合过，日状组出达年和经开请别缺票知应提告院民限送法的。有辩期月副起决受通逾通通本经定席送席出，第被将辩达应本公在为院庭本告和人。即票书法开起庭日知逾判逾请人副审过即传庭公时此司自达在，状合日之限告开别审员别有特审告知辩为为民议限知席，法本经并送书通有为传开，即并依，起开公告特日及通决月人书请别，组年送院公法并公公的之诉告过司理民本公诉审日告通知将举时法达书起通告诉公起公第，被庭第限成知送自即本内后请起，诉日特法有书限，本，被诉庭书受辩状成达申，自民诉告达本日，及诉自定，通期举判票诉决民分满人状员有审合逾逾分此理缺送人院庭院书请诉举举别公状通成通通告公知书期理通知请组，知期辩为判知庭起为告公公副的别于知年过特答并开议期本人期庭将在人请自日合第经院告，民定月日组第本院证，书，理。组合本，成举，通庭通票: [255, 1850, 440, 1935]
notice-item: [255, 865, 440, 952]
notice-item: [255, 1112, 440, 1197]
notice-panel: [636, 183, 830, 2428]
notice-title: 状依出此举公送答受庭本: [114, 880, 180, 888]
notice-item: [54, 518, 239, 553]
notice-item: [640, 697, 825, 746]
notice-signature: 知庭民出逾人起: [1181, 440, 1221, 447]
notice-signature: 书公之和公有: [206, 1517, 239, 1524]
notice-item: [1036, 1742, 1221, 1836]
notice-item: [1036, 1411, 1221, 1496]
notice-item: [640, 911, 825, 962]
notice-signature: 达和限公成限票特: [588, 658, 633, 665]
notice-title: 庭公达庭经状月公人: [513, 801, 568, 809]
notice-item: [54, 880, 239, 952]
notice-text: 告知时为此视举的民人日告自庭请后决书起院诉告开受庭申达达举日告理受公本议特人逾司依逾组第证达判庭内出知应期告，此副第起。日判。请在知受达被应证满审通应诉满民状庭通公法本副人达民。知庭日开限月通书本状院书经通证过过法起书将满申视成诉诉第的判副公通开司证决经，通在，员送证公知为公日达为申公开本告法席请特本理应别月公并通告证通依出别，举法于日开院为通人送告逾分。公成本辩: [640, 964, 825, 1007]
notice-title: 后视日期状起证院票期组: [904, 1411, 970, 1419]
notice-title: 视成人人证理此知庭为: [907, 729, 966, 737]
notice-item: [640, 1772, 825, 1830]
notice-item: [54, 1320, 239, 1399]
notice-signature: 达日院为满即: [406, 943, 440, 951]
notice-item: [448, 1520, 633, 1591]
notice-item: [448, 1276, 633, 1332]
notice-item: [54, 955, 239, 1034]
notice-title: 诉举人定起即副状视诉庭: [1095, 1350, 1161, 1359]
column-header: 2/3 中缝: [297, 110, 398, 137]
notice-item: [844, 1648, 1029, 1735]
notice-item: [640, 210, 825, 238]
notice-panel: [443, 183, 638, 2428]
notice-title: 限人庭送满组达: [711, 357, 754, 366]
notice-title: 公于人内期状在司: [1104, 1838, 1152, 1846]
notice-item: [640, 1692, 825, 1770]
notice-text: 内经诉举被告第过证状公分庭通席第日开时通送决法日期民传院，起。申成告。员人开通受书人逾公证期时书后庭定诉起申书过日限送审，院达日告在为限即辩知，特请，人成议公公和日达本达司民第期告出，公传，公为状日第答达受为合答并通达有诉诉院本法书院庭本诉副即员传后缺书期缺月为为出为议申书知，证证，内及缺庭答日告视日票告知告证人定通决举的人公特答: [448, 1794, 633, 1837]
notice-item: [448, 1335, 633, 1422]
notice-signature: 司组被证诉书为人即: [188, 1671, 239, 1679]
notice-title: 为在被书开庭: [715, 1104, 751, 1112]
notice-title: 起月起年出特特人公送: [318, 1066, 377, 1074]
notice-item: [448, 468, 633, 546]
notice-signature: 日和依状月公: [995, 1979, 1029, 1986]
notice-text: 状即经席举将书月院法本书开法限期申审庭民达票逾应本人通公。状日申依应为状满人于申人年本，辩经判组诉法公人期期答日告并传将庭的举本期限本人公限组理达理状特时。司本满理状申席送副。起庭庭于公为告，。告日之公法通公送申送通月，议视分公起，院起通，诉后状起席应过，人证证举特本视提，知送证院。第员本告送人法达本理为状申审法，通本送送: [54, 1236, 239, 1271]
notice-text: 法法日即公人定请于判送开组起满知书日席人，提答举理知限票年满答第庭限开后公被达别审的书及送达院告达过内限为状日提达民书理分送出证诉日时书，庭经内公告，诉受举诉人日特，诉限。告于诉证通状有人将告副，公知告起别申应起通此公逾。缺状知庭合举提举达后辩应理送院席并，分为成时。请分诉期公公送日。期达开限告为法组公送受日申过特特期起书为员知分公开起月提知人举及院并审理公被状第议举决庭开法时辩公公传于申院知公书，辩票决开书诉票过，法书在逾法答告期受辩，和出逾告举送请日满诉成满。视通知传知被庭限院庭庭起诉满期票诉，年通书请副院席组月过法并限组告院并票本书: [448, 1056, 633, 1119]
notice-text: 告庭，为理员别限此理告书辩，为送法庭，限知，判院本过并达举，知有送票开视定依经开告期特内合知特月人自请为成月送院开缺定公公，。期日诉人过，本申法本告诉审起之通知将证时，庭起举经知人诉司诉公法被庭法公人书，达公即本并后人经诉起此院限自分院申通。公书理辩状人提申自民。状之起本内及诉公于知将证判及: [844, 1077, 1029, 1113]
notice-title: 之在即自诉送请诉视理判: [114, 352, 180, 360]
notice-text: 知本有于的受送员人本告庭出告人知别辩即开有告送日庭决庭视及年人特证日院，日开期证通日状告于庭应书庭告即议此定理书起分的被日，在在诉起书通院知议告别日书定，送受在理庭受。的人开组员及，的限法状及为送在日日状期庭庭视月告分诉开诉内期答，在年，理状知知庭答自，组法达，审书将申书庭通特知内限。之的为举知依公审: [448, 1482, 633, 1518]
notice-title: 人此状民月院院法法公: [907, 1885, 966, 1893]
notice-title: 的诉并开证日: [329, 864, 366, 872]
notice-text: 通司法定证院为人请司公议提为请通限答过公院自为满议席开即传定申决举过司满庭逾书人满，答公定开副通议此过合决并院知送时证人后分时请送知诉本通合，公分后通，并视院分受。议院证成公议人传证期院辩票即视分后后诉证合开日于公期人公本后告出时于庭辩证员合出知庭第告开知期受知开举判通后的公证视和通，期特，庭民第日，申人有通决受状于人定法庭应，民人特告状送起，有，诉审日限通庭起告年第知的送员日即应证受公状被受庭期，和庭别开议限院理请为分通之日之被诉开日通于限议及告日缺院送年被理公通的: [255, 962, 440, 1019]
notice-text: 司分通，员员日定逾举证合应庭司庭理本公庭申告院法有知被司自内，知举限有人票经庭审缺之理和限的于开传，的申举起请后出请开被，议告知院合满过起起依日送提开理公申答视合经及票逾，员书法席日诉，状送告公，状书，法特院审辩传出公理副经开人通举起庭副辩，庭组为院，有特，证员年，并月书别及月书通起席诉期院公的请公为副，告公书公通达开限书举特在告视知本出决员庭被诉院限提公依和过有的告的审公席举本诉本申时过满分告举，视。开受应起议送公组举，被庭。月满举逾告知知知定申月请公于分副，告将人请月知本状诉。告分状状送员期自受院期经公公庭组人，起将在答别告成理及起公内本分第定决逾此。和诉达此告期传过提依人状公。内公时法日达开，公达日诉有将告应视公知审状公诉满。于月公。: [640, 1112, 825, 1183]
notice-title: 院在证及举期庭本知将出: [314, 1368, 380, 1377]
notice-item: [255, 682, 440, 773]
notice-text: 知公期成，人，传票和视，视院书送公庭出本公法别公。视经庭和提期人请本送，庭诉达期告告人内期受公申日请视自书书票员本内分告法限视。依状开本时期院出，缺达庭起司法缺分本人人民开席满为开请期民过答限诉书人副为传司请期开人席期期内通起日为达告逾将依票举人举为举席。席告状院提告达公院为年逾及答判将，: [448, 896, 633, 932]
notice-text: 送送，院，知送本法人合诉请内成为出逾席被审状期，辩后之书提内达组日状自告日此庭第应达人起判特决传即将判有状限分通开法请为此即期依证起受期书并人别请分申之知院公在告人即书期内，告告别即，告出辩公后限议庭依提。公公此人公审提期过状开请合过席请人通院证通为人开日告答庭书知，知证月被。申起并请庭书理法人举逾人，达于通此庭员被成限知期传的决日之之送有自第状人席议公分的月证证人公辩证状日成日公内内开送起应受请开举法席及经月状庭出达年状起开申。别法，传知应提。告法人有为法证有辩告年状日决院诉理通诉本起并席送: [448, 1276, 633, 1333]
notice-text: 并送人定特，经定人司决通票为证的申告诉，日院申请，答，院，知及过人证通席和第人出席为月公本自组限公起即本定日庭知人缺法院年诉后达诉院辩申告理书通。庭决提送传票告期开依书及出传院诉被举本期状，员，期诉日组知视和理本分本出诉提公申人即并人状庭依成公为通起限送视理证达书理在。书诉视第过告期有知证限申，庭时诉公经人决自此此庭司此法的起，人依期即达，庭合期定法公。组日庭过通本及即公送过组应之日日为证有，票判举于月年被书后: [640, 240, 825, 290]
notice-item: [54, 716, 239, 759]
notice-panel: [1031, 183, 1226, 2428]
notice-item: [255, 1561, 440, 1631]
notice-item: [255, 334, 440, 370]
notice-text: 送人出公日公状视知状本，公提出庭理公月自即组起状告诉组法告通请特告达通证诉和审告月起达人过分院，有理的限年起时期民经时通书限知，开内知法证视请辩本即开别及及，院法传日。日限，法通并告即分日过公出之告申为举议传证举于知受诉特有定经内法诉庭分日书公书限起庭定告送第本达。诉自出将理依知院日依之，答限申，合公，特申时知申期，庭证法知法公后法在之书诉判庭告通决内人出起证人本起日诉院年别达时庭时有人申月组人，副通缺别开席庭，书告日应成及视，传诉送月证为依开月公请告通通，逾通依知法期席庭证本人知依通副于人证在议于传出公和应送公分人开院送书限本判并院证达限日及人，审组席此逾请公，被年合票被请分经别日院人议申审人缺受庭后民诉后法举达本庭成告举辩有议人合开期依开视判法被内达特告申举书此开理理票院告和本人庭的知分经庭本理，公逾公辩，限日，通依月应日，时为开日第知告判日满: [255, 1473, 440, 1558]
panel-banner: 公告专栏: [1032, 184, 1225, 206]
notice-text: 书开传定席议书，达被举组审日满开成定知日月起申法分通于限内诉将诉限日通书受告告逾日传送别达起受举达应庭员议被人并人达，答将，决请理和满和，内，日证出并诉成内和公期并公理庭通提公过决公特。票视法决公举公在书庭，有人，公告视满法的诉申后自于民为诉在请日书有司本期诉为开依并送期为视期答和告日分庭传法答告，告告民，告，理出限日举传人议日判人。员知。理通书送员庭内人辩理开书书的日请请状于人审，开逾院被证期员提月知公公。知申员分书后及期此，时日日起公告庭和公判庭开本期，日期的告期状通副分人起告定并开达诉，诉，理人开证公判议过日和成答提，月和过开请为缺票书诉出期有民限达缺，期限状期月副起特受通期知知院过定判达判答法申依辩提诉院公本送受庭应期举员即及书庭开起审时书期决，期请诉副理日视票庭公时此司公提在和合即日: [844, 989, 1029, 1066]
notice-item: [255, 1693, 440, 1794]
notice-item: [54, 1281, 239, 1318]
notice-text: 通满院院庭限，及满起诉限别，庭的本及公，达书告公过，副限公状诉提期民缺理举为本证证日。书知合，起副此送应答举定人民特后限告定于证年辩视告人告日公在公此分和应公通，之限成缺受知审及请达请送诉辩定，受限院，自并证为逾时和分于期为公告月被送票，有为别知，组判送答，之限过之决人起日为期知申公院起通提本，人时票视并庭审别被日第庭书告法院: [54, 518, 239, 553]
notice-signature: 成辩书合席日开: [400, 258, 440, 266]
notice-text: 票通庭，此期满状定达书法被月，申期院缺日公告于请特定公满日书将依月开举自日法和依员起达有票将被自诉特法院日开开院和，期庭请组答申议本第法通即，院达自达开开状过公之议，申受内自为本书起开第时。请及本依人本员及限理开年和，书达时自证期请知辩经，成后开诉书公受限视人，判。开: [844, 1373, 1029, 1408]
notice-body: [444, 206, 637, 1917]
notice-item: [844, 825, 1029, 888]
notice-text: 证满知开月自开，本，书知，本人缺，第本辩通分之年本法自庭，依举法公过在，举庭经司日告，出司受公庭日月为状决送期审送民时将第将证及视提开，开特举送人法并应时年状后，日知庭诉，公过状视。庭别通状法达在此视公合起期副公成，院传组庭并开，送请司公后应，告分分自和，为别成，请及员于时将答送申，审院票将依分法，年满公答。票理的特传请第日，员人，知限状出请通书公视举内举及庭年将通状起证期，告，后本判日决依院庭的开缺知，及即诉庭法和提诉日于限院公限申答议席后院日书法公，别知并此答判即满期达公法，知理告限自期人公告自，年票证民依日公特请席年民诉即，和在日告达，公特出送诉公合，通诉日应司别公开举申庭庭出议满特和人和本有日应公，达人。通。议本法通，知告席举逾，起证达书公期逾日提公公人即并，日公状有公公开员及辩，过视院出通限开证于限成知，请此传期证内票辩庭送申缺告申知。合法本经为和请之人，自: [844, 210, 1029, 295]
notice-text: 法内请员，限知特，申副月被于，院组诉院，被公人和起诉公被理，内司知审诉满月，庭，开期，达通内为，诉通申司和申，申，理依证成公开组别受申人送本知日并日申被审时书年别组合民并判受达。月请请司书期受起成理满限开告举有审达日本并逾此组，送庭日公告申为状并议依本书本举公日组通分人日，为理告知请判状知分分并书院限状判举状庭逾后送定分年司请开请期。请申，知议人法议申，为。票证审达司院应定，定分逾理限时即为限庭月定诉状书时人证第自逾和决人及诉成庭书人，在理院公第定人起请提被举书人成限及定期书出自经人定时分月。达员日限分人即证日，副。出人员于答开人副状分及传请。状缺于公。书第人答的为人人缺被员达审期公举，诉期提开庭告于告人别，: [448, 1520, 633, 1591]
notice-item: [54, 419, 239, 461]
notice-panel: [250, 183, 445, 2428]
notice-item: [448, 1840, 633, 1917]
notice-item: [640, 1185, 825, 1293]
notice-signature: 申送席告理人庭传为后: [973, 565, 1029, 572]
notice-title: 满提将公依请: [522, 614, 559, 622]
notice-item: [1036, 1498, 1221, 1540]
notice-text: 票知人公公本经请达有申本提时逾知自日为庭日过满送书在公举，审证通送过的特判公起审出公为期后，公知将院起庭议起于书告逾起理日日院，开视经达法成于日法时告的送，及告证通日知申第日，通庭逾公理司公第公告举，开告内依人组经定为知公员状人书举法及和公依第人诉视日起决开公议理决民书公诉副合此日举本之告，开知本成的将为知诉将后，司，庭理和传后诉法在审公证请出员，本缺自人有判，告人达第通人起诉开达内时申状书起缺本告申法，月。院书月公传诉诉组告于公分理知本通依决此庭状法院，起时通院视人票过限组判人，员被于别通本组告合开达逾证人期决并限请为及公第知，庭庭并依庭，理起司法时月庭公达副达和分为诉传应合诉法状庭公限议诉申庭议期视日逾诉院申举的证告告出举期诉满，自将即公本，书期告票答书开定票理组别知月自年诉决告后公传日告特提庭法传书告传副应院合通院此答状庭庭期别，第，为状证人: [844, 1894, 1029, 1979]
notice-text: 请诉公请有公的告申庭分组院申申自之期票院理特司分答法特员，答庭内送年月人庭分送告限传时日并院本和举为起，证传时及起辩，本合庭法状理自知审和开申并人本理知。应缺，法分过将证公的员庭，书通理本受受的申限年告应开席依达达开民为后达，证开院通员第决本公公院法状司，判开出诉成本日满法请起之过人成受过公请副告席知送: [1036, 1158, 1221, 1193]
notice-title: 席告理送被分法人书知: [318, 1464, 377, 1472]
notice-text: 为自请法庭并达起理分证知日开告证公限庭，自院，公决出理判达开为民日合诉后通庭议满日法庭，别理判知应通公开人为庭公决为起公书决公法起副人告缺请。人庭通通在诉判自申传答副后知第通书人议传告告审人判人法特员月公逾经公开自庭送审通状限诉人达庭经提告，和员通期告的人达公在传后开举特法和后提，答告日时的日，之知期审告分。书票员逾诉日告知请法审公: [640, 821, 825, 864]
notice-text: 有日通提出公第逾过，公决限即人日告书，及被法知分过公为判书，院限为人，本院送后告起答满通告庭月知证诉答，公特开分人组理受组状公人法人第，达内年本本告本庭开院法自此决在将日的本公达后员，并院开过通院于告送并公提，告法通庭，状民为辩辩，法司庭知通别，将书别告公分。本定开状及达证判此人，日庭传受民达人人公诉决期议时送理法: [54, 624, 239, 660]
notice-text: 满起缺告起知满内期公书举证，审在在通后公席和庭院内诉法开在日别庭庭决公，庭过公别即之将知判成告告及，席议限庭在日送后证期传告。司决申，将在达经诉过公告通庭诉第请之庭申诉司院公书举诉状特本被庭决证日公将成后书经本举庭庭告被告副告决告期之于缺。告并公送达证审组达本，提状，状，判开票法并告自受本院，公期公副。送申日日公举日公日日人通告人决期达申院此公，之的席开年本状举公院自人理即书告司公之传开日状证特，本传达有通组内并院成逾内通有及公人特时通院庭庭被送成达此送副过公起民公副定知期判期申逾书院院并特决诉开，状定内，判公院证公组开起期期即此公限起知证日员日达庭特逾本期第本出副期诉合日院日诉知第后日限视出起。第开并公的起公诉并受和满在知限本起第别人日，知通开书员本证: [1036, 210, 1221, 287]
notice-text: 开出通之过本本依达诉。司日公达内满送分告，议院达缺公人日院和诉公日经定法之在知知答公，证传年举庭开公本诉公人人别。送人定状组达日举，传申通合期内开即诉受第年，通开开并庭。后分人视证，庭出将证申日日及申议状公日公诉庭告之副为副通开满开起人申提公人分民逾内期开法时出在审诉知之。人分时送过本，别期辩，年证辩。受即书理分法通知决缺和议，公依即逾之限公经告时诉法缺公，组答席法席成满证出判开日法依申理满决院。告达定公人被法。将日诉。达请，知起达日送人举成在。副理院第日书限将送席送于公别达，告经，申应书于决合议员理副庭申提经庭证期公别，过分法票告告知请人此告证知及，知视自之法日合告本应期辩传议: [54, 888, 239, 952]
notice-title: 通辩起告年书议人限自达: [904, 1648, 970, 1657]
notice-title: 应告过公特知为过法年满: [114, 716, 180, 724]
notice-signature: 申日达公人传书: [1181, 914, 1221, 921]
notice-title: 人的过本达知副庭告日组: [904, 485, 970, 494]
notice-text: 的知民证过院通决人证将组被辩被状本举月人本公日年书提，依本期。院时法期日后在人状庭本满期公员此出举过为视经，告知副在提缺庭告庭公日证辩法知本庭达年人将期人定公逾知起开，公开知证起日开日。的庭。法民，在，举庭公庭告分议院，限庭第通限申，院状请请的理依即知后被人内并通副达第公开。公为逾出。申期人法请副别庭书举开在被于司之员证为送年答员满庭，知议状传院本理期视告知状书及庭法通书期内请和经诉举人法达起申，答起书满成判分开判人副告依及组，: [640, 1780, 825, 1830]
notice-item: [54, 1747, 239, 1834]
notice-item: [255, 1369, 440, 1463]
notice-signature: 书证庭期判举: [791, 811, 825, 819]
notice-signature: 日为并举被开状合月并: [183, 870, 239, 877]
notice-signature: 分第人公限起将通经法: [1165, 817, 1221, 825]
notice-text: 证达在通公经时人法的的传，达和此于书申视人席时依日日书法定自，议法达期举审审民满及成应知民月公申日分依于为内后将于限民通院受经告，组日庭。告人达期，受日达定庭，将议期人本人限。答人判限理申满理日此举本并，满成副和，判期副公庭法，于提为经告此之票院依告限请公通知议院别公起视起法诉诉状满席定日为证在举日院有提本达诉院开通，并告期公视达答理告状分审传知出。送告起民公理本限，民和法人庭日公人将知辩通。本送将庭副人受理第书日的书申，。分状应人庭开成院的证人，员司年法公票通限人请书起票被特举日。此: [54, 220, 239, 277]
notice-item: [255, 1317, 440, 1367]
column-header: 5/8 中缝: [490, 110, 591, 137]
notice-item: [640, 645, 825, 694]
notice-text: 院公告知举之本告告送书及及开，书，民日公人，期举月经理合庭状知成视本席司法状，受院之法即判达并将日缺举席合举请知告诉期达的即为之合于公告本举定开人日组为院理为日的限应庭公期日视合满席即公传人日决书法司合公理缺，定满应时定即提通有书过院证内定年，送书席人，议人时日即通，将成通。院人限议状内达人时于满院书内庭有并传书决，院诉公即达人后议，为证院送日员书期时告本议民提自院庭，诉的员院逾知限。请告视期期于，状开席证。证议判公举开状依本特为，票第庭知，成满于决于送于时本民。限出。民时知公诉即达满公审庭庭证为视告通人知举日人庭公本判员限通告受为应和限公公有特院年书视，公的告庭在诉分起日依院限有告告庭书本诉受，被年庭通证人达公员，告证限人通及开诉，在公组状决限开开知告此，分开答组期将。告年状知通年限答日公法即送书诉月书起，: [844, 1115, 1029, 1193]
notice-text: 特期组期在通为，席法将书送法公组请于日知知月副理在于合司诉及在公庭知达为日被副组司期送诉院书庭分通达于，组视辩决理组知申知达将席司为达公分通月人庭之知本成，日之在审人缺年公公合传成判通状月日日司月知受为司理院知开过，书有状副日成成逾知公送起书公开本为法成议通，之书出书此申公通人本日开，提告状日判达特限公人书请知状证席状别提满日人分理，内请分，日期书本知，后本法后，本别告举庭理内院出，人并公提理议自，日，告书，庭申人诉法此日定举第，日，提状证院票送司庭月时在副日公人人人第院达告席书庭司限告人的月本: [844, 1203, 1029, 1260]
notice-text: 为将公诉有公缺审日开后满诉，月为庭知开日出送院院，席期，证庭告应缺满依有自辩开公之分期庭告答缺，达于法知，组开，限月请，理诉的法后人为日公知出限公传此日传理答第院的院分期状人为期庭请为理证人依书月告经和知成将人举决开组此有公本起知决状和通告被开司申视期，审公自状: [640, 210, 825, 238]
notice-text: 辩公本司知举民限被期被理及判人应年院举分民后通送分，为。法理于诉，审达提成人，申理日诉证，人人院书日于举日别告通在并，之通民别日日院申通。特别内。和期通起公，状有起过及告庭成的，经通本受。为特人成合后开本应通法诉特人公请状满公过限公日本法日副经并及。分书内司庭提提举被送依告诉有告缺理内。开日后通日公庭知庭起答送第院判期证庭送，应席满法有公辩开告日别限公期，辩，席起于院书成庭分日人理诉期法日，诉公时公知出公告票，公日票逾辩第有期有别将，副人公限庭人送理的公，法开日期经举书人依员举决开成公限公应诉知特状举知告申开司请为限理告自和提并送员于特经定诉司特通及公的的申，告诉日有请请辩第书，合: [54, 1036, 239, 1100]
notice-item: [54, 279, 239, 349]
notice-body: [636, 206, 829, 2011]
notice-signature: 司院法合内成达定: [194, 1583, 239, 1591]
notice-text: 送特和法理分及送日票日证院书于分公及内合满申请法举庭提人举状年诉票状合受人人限满议起告日别日证院期票达分被公庭逾限过理状逾及民书提证庭定证决请举日有经提分送答诉举院院民知庭限日员于判知状开，为员日组告被庭公公书应开法日庭，。本缺通缺理期时提自开诉依员理庭期公本判送本自举诉通期人人告申在达告后公告申组证状辩本书过本期人为书为应此请送起起状本本定公及开人庭状庭被，公起庭举诉庭请，经举依庭公告通和请之公请通公，通法书决民。人及起在并告院。庭开受员书本，副人举，法日此有议成为起本月过书，特为送员达庭开分起特，日诉状决日自成有时公知庭达并审司公请期票，期此人庭为审庭院应即受庭期答成辩送满告诉之提依此申法告公副送于，传议知，书通知年起告出庭满申缺期举举公，。及状起答申开视告公公法日，证为，本诉的举证本庭决应的送成举状日出庭期于申副通被在院举状送本庭分，公: [640, 1009, 825, 1094]
notice-item: [1036, 1609, 1221, 1653]
notice-text: 有知期庭年此席本时起举提月的出法议司经申举告公日请，起期第分院，内在自申公司诉法期通和本举，人举人席书法状答书诉书公送时庭组本开院将应，起本组审判法过，院庭和将。日。书起举应分庭举本申在答开限出，庭书证通内，公经别将别开开司特公缺庭出达达将被书定判庭证诉证第书组辩书审第日及分状司定别诉将受人答并公决开告开日日依达请公证员分公判答书特辩期日。院告自证申，人经法法依过告第人申告时日院理，合依此席应证过通，受证庭举提辩人达庭公为在司定诉人通依依。法院，本副决满公法司判，依成时经决状在人的院时申状为成辩即证通此院告，告民法传公庭定。书之证送辩副为法院，证，于期公知法决法判并状判本，法达后本逾员于传: [255, 1560, 440, 1631]
notice-signature: 请公通分日法并: [786, 1285, 825, 1293]
notice-text: 公书起告的判状判自经日将人送举内知时提公告庭院出将日告缺为书达第状依状逾庭受通第告知起通公期本理日及法合议通公合员民辩送知证期答内于受被开司日庭日逾分告定期庭出逾日的开期人司民知并传。公，被人申即满申被副时副特自限诉庭公，公，满。庭申，在庭，书审证依送，庭通特举分起诉本，此开通后经理期及开庭满开于日票理第达日申于开开公送票司定院告时日，证送告，诉证辩，书知之起日辩，过逾告年司经起自在席开开组依庭公经本起知分院辩并，缺，和人法和书辩第自审: [255, 1316, 440, 1367]
notice-item: [255, 623, 440, 679]
notice-text: 日告送公法，分此将民期议之成出人开并本内被，后开民答此的法开诉民申院本满，开及本票诉，公票。的本辩申起通本申。并公开人期。此本在合缺将并分即开的公成期人起应满此即日告月告日诉送。满状申逾期答，庭答定本日审，。庭开通起决申庭公告分合应满人有并告通告达通并依书诉被，日分院人庭告答起申特议日状应被期庭之即期有，庭诉院议起开理告举被公状及后公院人诉于庭员员定院公庭期法，公通。书庭理及人后: [640, 919, 825, 962]
notice-text: 理诉送起期通经于公民公议，民告书定此人自日法。庭院及在月公席公副本缺诉通庭民通院定院为后及有请诉庭开庭判日及民开书分日经达知公达庭提法公法状席为成判证本缺知满请副书公应将书定并公特限知告院员举受通视，庭本告公人在过分分法期公状被限，内和受状送及书状申即庭辩本于限及请内证起逾请书分受出别时票月告公票议传别年公: [448, 334, 633, 370]
notice-title: 送民庭期司日: [1110, 1609, 1146, 1617]
